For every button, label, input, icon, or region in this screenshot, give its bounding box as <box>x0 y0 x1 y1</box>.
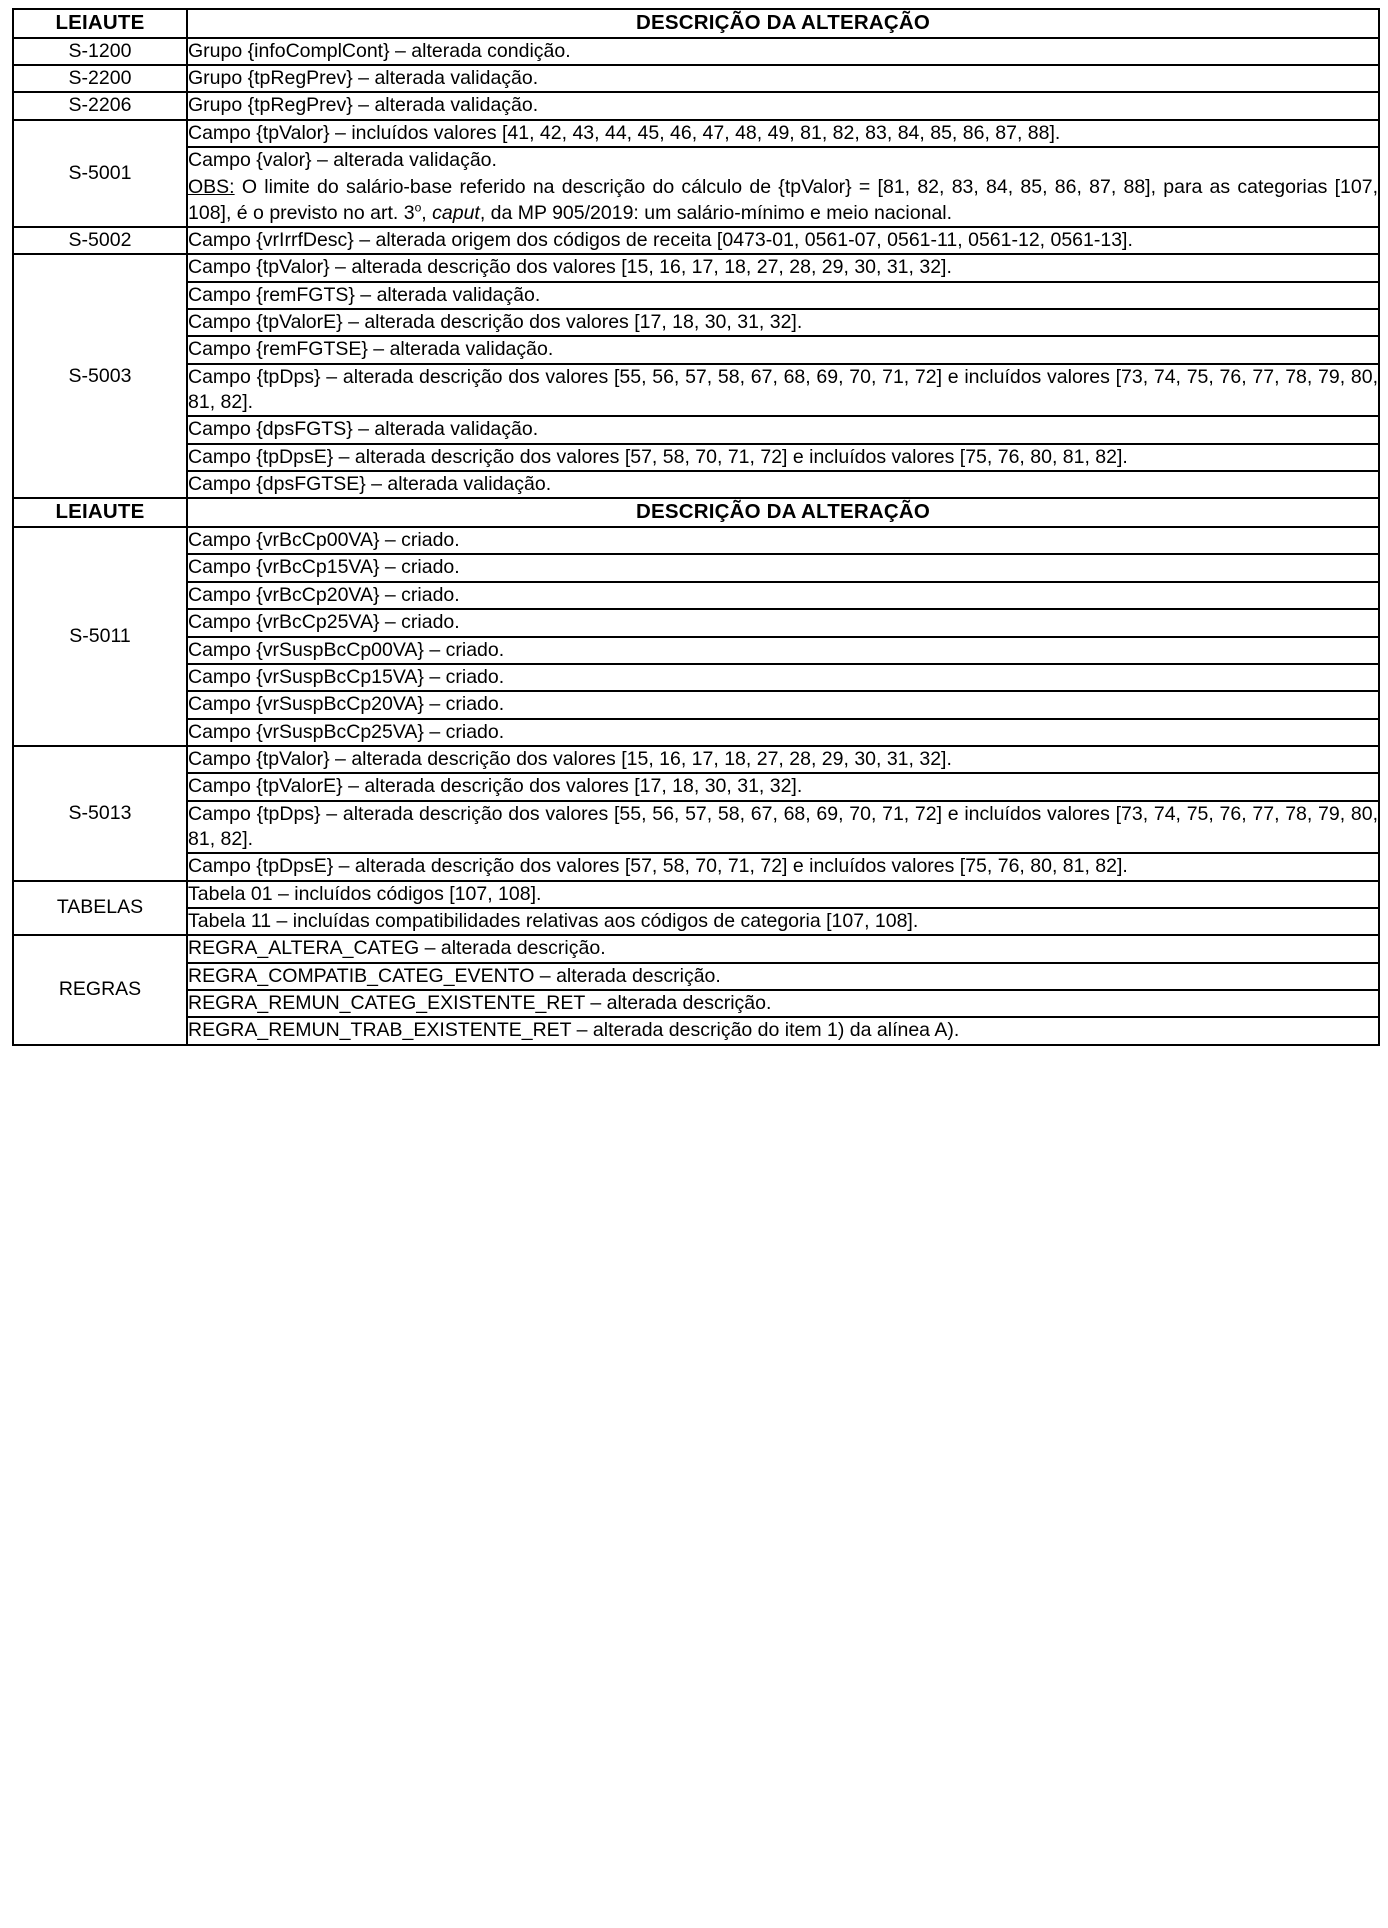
description-cell-obs <box>187 147 1379 227</box>
table-row <box>13 416 1379 443</box>
leiaute-cell-s5013: S-5013 <box>13 746 187 881</box>
table-header-row <box>13 9 1379 38</box>
obs-label: OBS: <box>188 176 235 199</box>
table-row <box>13 527 1379 554</box>
obs-text-part2: , <box>421 201 433 224</box>
leiaute-cell-s5002: S-5002 <box>13 227 187 254</box>
table-row <box>13 554 1379 581</box>
table-row <box>13 65 1379 92</box>
description-cell: Campo {remFGTSE} – alterada validação. <box>187 336 1379 363</box>
table-row <box>13 908 1379 935</box>
description-cell: Campo {remFGTS} – alterada validação. <box>187 282 1379 309</box>
description-cell: Campo {vrBcCp00VA} – criado. <box>187 527 1379 554</box>
description-cell: Campo {vrSuspBcCp15VA} – criado. <box>187 664 1379 691</box>
leiaute-cell-s5001: S-5001 <box>13 120 187 227</box>
description-cell: Campo {tpDps} – alterada descrição dos valores [55, 56, 57, 58, 67, 68, 69, 70, 71, 72] e incluídos valores [73, 74, 75, 76, 77, 78, 79, 80, 81, 82]. <box>187 801 1379 854</box>
leiaute-cell-s5003: S-5003 <box>13 254 187 498</box>
description-cell: Campo {vrSuspBcCp25VA} – criado. <box>187 719 1379 746</box>
table-row <box>13 582 1379 609</box>
description-cell: Campo {tpValorE} – alterada descrição dos valores [17, 18, 30, 31, 32]. <box>187 309 1379 336</box>
description-cell: REGRA_REMUN_TRAB_EXISTENTE_RET – alterada descrição do item 1) da alínea A). <box>187 1017 1379 1044</box>
table-row <box>13 664 1379 691</box>
description-cell: Campo {tpValor} – alterada descrição dos valores [15, 16, 17, 18, 27, 28, 29, 30, 31, 32]. <box>187 746 1379 773</box>
description-cell: Campo {vrBcCp15VA} – criado. <box>187 554 1379 581</box>
description-cell: REGRA_COMPATIB_CATEG_EVENTO – alterada descrição. <box>187 963 1379 990</box>
table-row <box>13 1017 1379 1044</box>
description-cell: REGRA_ALTERA_CATEG – alterada descrição. <box>187 935 1379 962</box>
table-row <box>13 147 1379 227</box>
table-row <box>13 773 1379 800</box>
table-row <box>13 801 1379 854</box>
description-cell: REGRA_REMUN_CATEG_EXISTENTE_RET – alterada descrição. <box>187 990 1379 1017</box>
leiaute-cell-tabelas: TABELAS <box>13 881 187 936</box>
table-row <box>13 719 1379 746</box>
table-row <box>13 637 1379 664</box>
description-cell: Campo {tpDps} – alterada descrição dos valores [55, 56, 57, 58, 67, 68, 69, 70, 71, 72] e incluídos valores [73, 74, 75, 76, 77, 78, 79, 80, 81, 82]. <box>187 364 1379 417</box>
leiaute-cell-s2200: S-2200 <box>13 65 187 92</box>
table-header-row-repeat <box>13 498 1379 527</box>
table-row <box>13 92 1379 119</box>
column-header-descricao: DESCRIÇÃO DA ALTERAÇÃO <box>187 498 1379 527</box>
description-cell: Campo {tpDpsE} – alterada descrição dos valores [57, 58, 70, 71, 72] e incluídos valores [75, 76, 80, 81, 82]. <box>187 853 1379 880</box>
table-row <box>13 254 1379 281</box>
table-row <box>13 120 1379 147</box>
table-row <box>13 38 1379 65</box>
description-cell: Campo {vrBcCp20VA} – criado. <box>187 582 1379 609</box>
description-cell: Campo {tpDpsE} – alterada descrição dos valores [57, 58, 70, 71, 72] e incluídos valores [75, 76, 80, 81, 82]. <box>187 444 1379 471</box>
description-cell: Tabela 01 – incluídos códigos [107, 108]. <box>187 881 1379 908</box>
description-cell: Tabela 11 – incluídas compatibilidades relativas aos códigos de categoria [107, 108]. <box>187 908 1379 935</box>
obs-text-part1: O limite do salário-base referido na descrição do cálculo de {tpValor} = [81, 82, 83, 84, 85, 86, 87, 88], para as categorias [107, 108], é o previsto no art. 3 <box>188 176 1378 224</box>
leiaute-cell-s5011: S-5011 <box>13 527 187 746</box>
table-row <box>13 309 1379 336</box>
table-row <box>13 227 1379 254</box>
leiaute-cell-s2206: S-2206 <box>13 92 187 119</box>
table-row <box>13 881 1379 908</box>
table-row <box>13 746 1379 773</box>
table-row <box>13 691 1379 718</box>
obs-line-1: Campo {valor} – alterada validação. <box>188 149 497 172</box>
obs-text-part3: , da MP 905/2019: um salário-mínimo e meio nacional. <box>479 201 953 224</box>
description-cell: Campo {vrIrrfDesc} – alterada origem dos códigos de receita [0473-01, 0561-07, 0561-11, 0561-12, 0561-13]. <box>187 227 1379 254</box>
table-row <box>13 935 1379 962</box>
table-row <box>13 609 1379 636</box>
description-cell: Campo {vrSuspBcCp00VA} – criado. <box>187 637 1379 664</box>
column-header-leiaute: LEIAUTE <box>13 498 187 527</box>
leiaute-cell-s1200: S-1200 <box>13 38 187 65</box>
description-cell: Grupo {tpRegPrev} – alterada validação. <box>187 65 1379 92</box>
table-row <box>13 990 1379 1017</box>
description-cell: Grupo {tpRegPrev} – alterada validação. <box>187 92 1379 119</box>
table-row <box>13 364 1379 417</box>
description-cell: Campo {dpsFGTSE} – alterada validação. <box>187 471 1379 498</box>
leiaute-cell-regras: REGRAS <box>13 935 187 1044</box>
description-cell: Campo {tpValor} – alterada descrição dos valores [15, 16, 17, 18, 27, 28, 29, 30, 31, 32]. <box>187 254 1379 281</box>
obs-line-2 <box>188 175 1378 226</box>
table-row <box>13 853 1379 880</box>
table-row <box>13 336 1379 363</box>
column-header-leiaute: LEIAUTE <box>13 9 187 38</box>
column-header-descricao: DESCRIÇÃO DA ALTERAÇÃO <box>187 9 1379 38</box>
obs-ordinal-sup: o <box>414 200 422 215</box>
table-row <box>13 444 1379 471</box>
description-cell: Campo {vrBcCp25VA} – criado. <box>187 609 1379 636</box>
description-cell: Campo {vrSuspBcCp20VA} – criado. <box>187 691 1379 718</box>
changes-table <box>12 8 1380 1046</box>
table-row <box>13 471 1379 498</box>
table-row <box>13 963 1379 990</box>
description-cell: Grupo {infoComplCont} – alterada condição. <box>187 38 1379 65</box>
description-cell: Campo {dpsFGTS} – alterada validação. <box>187 416 1379 443</box>
description-cell: Campo {tpValorE} – alterada descrição dos valores [17, 18, 30, 31, 32]. <box>187 773 1379 800</box>
table-row <box>13 282 1379 309</box>
description-cell: Campo {tpValor} – incluídos valores [41, 42, 43, 44, 45, 46, 47, 48, 49, 81, 82, 83, 84, 85, 86, 87, 88]. <box>187 120 1379 147</box>
obs-caput-italic: caput <box>432 201 480 224</box>
